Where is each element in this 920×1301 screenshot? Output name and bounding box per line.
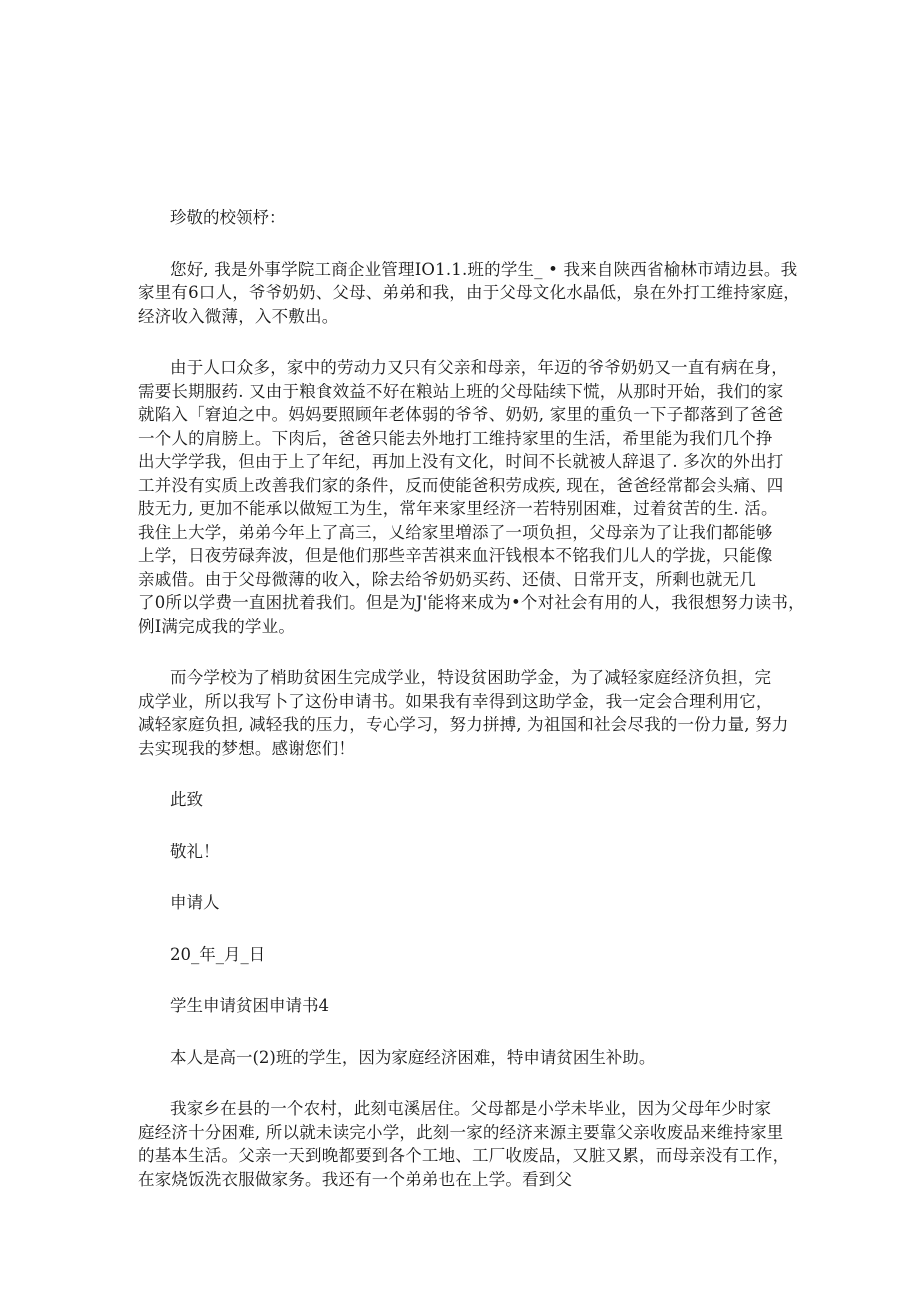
salutation: 珍敬的校领杼： bbox=[170, 208, 286, 227]
paragraph-2 bbox=[138, 356, 805, 638]
text-line: 我家乡在县的一个农村，此刻屯溪居住。父母都是小学未毕业，因为父母年少时家 bbox=[170, 1099, 772, 1118]
text-line: 经济收入微薄，入不敷出。 bbox=[138, 306, 339, 326]
date-line: 20_年_月_日 bbox=[170, 944, 266, 964]
paragraph-3 bbox=[138, 666, 788, 760]
text-line: 在家烧饭洗衣服做家务。我还有一个弟弟也在上学。看到父 bbox=[138, 1169, 573, 1189]
text-line: 需要长期服药. 又由于粮食效益不好在粮站上班的父母陆续下慌，从那时开始，我们的家 bbox=[138, 381, 784, 401]
text-line: 家里有6口人，爷爷奶奶、父母、弟弟和我，由于父母文化水晶低，泉在外打工维持家庭， bbox=[138, 283, 800, 302]
document-body bbox=[138, 206, 805, 1219]
text-line: 的基本生活。父亲一天到晚都要到各个工地、工厂收废品，又脏又累，而母亲没有工作， bbox=[138, 1146, 790, 1165]
closing-jingli: 敬礼！ bbox=[170, 841, 220, 861]
text-line: 就陷入「窘迫之中。妈妈要照顾年老体弱的爷爷、奶奶, 家里的重负一下子都落到了爸爸 bbox=[138, 405, 784, 424]
text-line: 例I满完成我的学业。 bbox=[138, 616, 296, 636]
closing-cizhi: 此致 bbox=[170, 790, 203, 809]
text-line: 我住上大学，弟弟今年上了高三，乂给家里増添了一项负担，父母亲为了让我们都能够 bbox=[138, 522, 773, 542]
text-line: 一个人的肩膀上。下肉后，爸爸只能去外地打工维持家里的生活，希里能为我们几个挣 bbox=[138, 428, 773, 448]
applicant-label: 申请人 bbox=[170, 893, 220, 912]
text-line: 减轻家庭负担, 减轻我的压力，专心学习，努力拼搏, 为祖国和社会尽我的一份力量, 努力 bbox=[138, 715, 789, 734]
text-line: 而今学校为了梢助贫困生完成学业，特设贫困助学金，为了减轻家庭经济负担，完 bbox=[170, 668, 772, 687]
text-line: 上学，日夜劳碌奔波，但是他们那些辛苦祺来血汗钱根本不铭我们儿人的学拢，只能像 bbox=[138, 546, 773, 565]
text-line: 庭经济十分困难, 所以就未读完小学，此刻一家的经济来源主要靠父亲收废品来维持家里 bbox=[138, 1122, 784, 1142]
text-line: 您好, 我是外事学院工商企业管理IO1.1.班的学生_ • 我来自陕西省榆林市靖边县。我 bbox=[170, 259, 798, 279]
text-line: 了0所以学费一直困扰着我们。但是为J'能将来成为•个对社会有用的人，我很想努力读书， bbox=[138, 593, 805, 612]
text-line: 由于人口众多，家中的劳动力又只有父亲和母亲，年迈的爷爷奶奶又一直有病在身， bbox=[170, 358, 788, 377]
section-title: 学生申请贫困申请书4 bbox=[170, 996, 329, 1015]
text-line: 肢无力, 更加不能承以做短工为生，常年来家里经济一若特别困难，过着贫苦的生. 活。 bbox=[138, 499, 778, 518]
text-line: 亲戚借。由于父母微薄的收入，除去给爷奶奶买药、还债、日常开支，所剩也就无几 bbox=[138, 569, 756, 589]
text-line: 去实现我的梦想。感谢您们！ bbox=[138, 738, 356, 758]
text-line: 成学业，所以我写卜了这份申请书。如果我有幸得到这助学金，我一定会合理利用它， bbox=[138, 691, 773, 711]
paragraph-5 bbox=[138, 1097, 788, 1191]
paragraph-4: 本人是高一(2)班的学生，因为家庭经济困难，特申请贫困生补助。 bbox=[170, 1047, 656, 1067]
paragraph-1 bbox=[138, 258, 800, 329]
text-line: 工并没有实质上改善我们家的条件，反而使能爸积劳成疾, 现在，爸爸经常都会头痛、四 bbox=[138, 475, 784, 495]
text-line: 出大学学我，但由于上了年纪，再加上没有文化，时间不长就被人辞退了. 多次的外出打 bbox=[138, 452, 784, 471]
